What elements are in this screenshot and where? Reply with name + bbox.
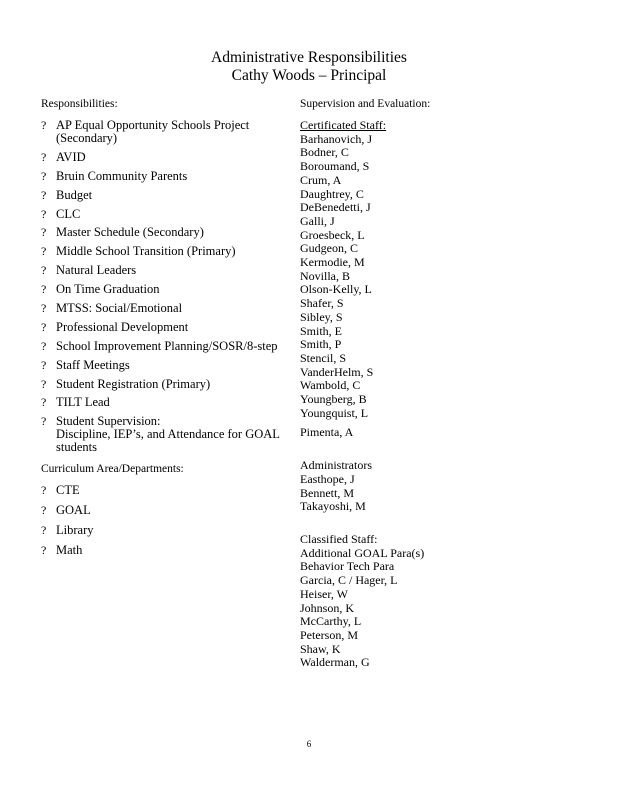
list-item: Additional GOAL Para(s) — [300, 545, 425, 560]
bullet-glyph: ? — [41, 414, 47, 429]
right-column — [300, 98, 600, 670]
supervision-heading: Supervision and Evaluation: — [300, 98, 431, 110]
list-item: Crum, A — [300, 172, 342, 187]
list-item: ? Student Supervision: Discipline, IEP’s, and Attendance for GOAL students — [41, 414, 280, 455]
list-item: Easthope, J — [300, 471, 355, 486]
list-item: Shafer, S — [300, 296, 344, 311]
bullet-glyph: ? — [41, 319, 47, 334]
bullet-glyph: ? — [41, 168, 47, 183]
list-item: Wambold, C — [300, 378, 361, 393]
list-item: Kermodie, M — [300, 255, 365, 270]
certificated-staff-heading: Certificated Staff: — [300, 118, 387, 132]
list-item: Galli, J — [300, 213, 335, 228]
list-item: Stencil, S — [300, 350, 347, 365]
bullet-glyph: ? — [41, 225, 47, 240]
bullet-glyph: ? — [41, 503, 47, 518]
list-item: ? Staff Meetings — [41, 357, 130, 372]
list-item: McCarthy, L — [300, 614, 362, 629]
bullet-glyph: ? — [41, 543, 47, 558]
list-item: Johnson, K — [300, 600, 355, 615]
bullet-glyph: ? — [41, 263, 47, 278]
bullet-glyph: ? — [41, 357, 47, 372]
list-item: Barhanovich, J — [300, 131, 372, 146]
list-item: Groesbeck, L — [300, 227, 365, 242]
list-item: ? GOAL — [41, 503, 91, 518]
page-number: 6 — [306, 739, 312, 749]
bullet-glyph: ? — [41, 206, 47, 221]
list-item-detail: Discipline, IEP’s, and Attendance for GOAL students — [56, 427, 280, 455]
list-item: Olson-Kelly, L — [300, 282, 372, 297]
list-item: ? School Improvement Planning/SOSR/8-step — [41, 338, 278, 353]
list-item: Heiser, W — [300, 586, 348, 601]
list-item: Shaw, K — [300, 641, 341, 656]
bullet-glyph: ? — [41, 149, 47, 164]
list-item: ? Middle School Transition (Primary) — [41, 244, 236, 259]
title-line-1: Administrative Responsibilities — [211, 49, 407, 66]
bullet-glyph: ? — [41, 483, 47, 498]
list-item: ? CLC — [41, 206, 81, 221]
list-item: VanderHelm, S — [300, 364, 374, 379]
list-item: Youngquist, L — [300, 405, 369, 420]
list-item: Novilla, B — [300, 268, 350, 283]
list-item: ? Bruin Community Parents — [41, 168, 188, 183]
list-item: Garcia, C / Hager, L — [300, 573, 398, 588]
left-column — [41, 98, 303, 563]
bullet-glyph: ? — [41, 523, 47, 538]
certificated-staff-list — [300, 133, 600, 670]
list-item: ? Budget — [41, 187, 93, 202]
list-item: ? Professional Development — [41, 319, 189, 334]
bullet-glyph: ? — [41, 376, 47, 391]
list-item: Youngberg, B — [300, 392, 367, 407]
list-item: Takayoshi, M — [300, 499, 366, 514]
list-item: Smith, E — [300, 323, 343, 338]
bullet-glyph: ? — [41, 395, 47, 410]
list-item: ? AP Equal Opportunity Schools Project (Secondary) — [41, 118, 250, 145]
bullet-glyph: ? — [41, 338, 47, 353]
bullet-glyph: ? — [41, 244, 47, 259]
list-item: ? Student Registration (Primary) — [41, 376, 211, 391]
list-item-extra: Pimenta, A — [300, 425, 354, 440]
list-item: ? MTSS: Social/Emotional — [41, 301, 183, 316]
bullet-glyph: ? — [41, 187, 47, 202]
list-item: DeBenedetti, J — [300, 200, 371, 215]
classified-staff-heading: Classified Staff: — [300, 531, 378, 546]
document-title — [0, 49, 618, 85]
list-item: Sibley, S — [300, 309, 343, 324]
bullet-glyph: ? — [41, 301, 47, 316]
list-item: ? CTE — [41, 483, 80, 498]
list-item: ? Library — [41, 523, 94, 538]
list-item: ? AVID — [41, 149, 86, 164]
curriculum-list — [41, 483, 303, 557]
list-item: Daughtrey, C — [300, 186, 364, 201]
list-item: Behavior Tech Para — [300, 559, 395, 574]
bullet-glyph: ? — [41, 282, 47, 297]
list-item: ? On Time Graduation — [41, 282, 160, 297]
list-item: Bodner, C — [300, 145, 349, 160]
list-item: ? Math — [41, 543, 83, 558]
list-item: Gudgeon, C — [300, 241, 358, 256]
responsibilities-heading: Responsibilities: — [41, 98, 118, 110]
list-item: Bennett, M — [300, 485, 354, 500]
responsibilities-list — [41, 119, 303, 454]
curriculum-heading: Curriculum Area/Departments: — [41, 463, 184, 476]
list-item: Boroumand, S — [300, 159, 370, 174]
administrators-heading: Administrators — [300, 458, 372, 473]
list-item: ? TILT Lead — [41, 395, 110, 410]
list-item: ? Master Schedule (Secondary) — [41, 225, 204, 240]
list-item: ? Natural Leaders — [41, 263, 137, 278]
title-line-2: Cathy Woods – Principal — [231, 67, 387, 84]
list-item: Peterson, M — [300, 627, 358, 642]
bullet-glyph: ? — [41, 118, 47, 132]
list-item: Smith, P — [300, 337, 342, 352]
list-item: Walderman, G — [300, 655, 370, 670]
